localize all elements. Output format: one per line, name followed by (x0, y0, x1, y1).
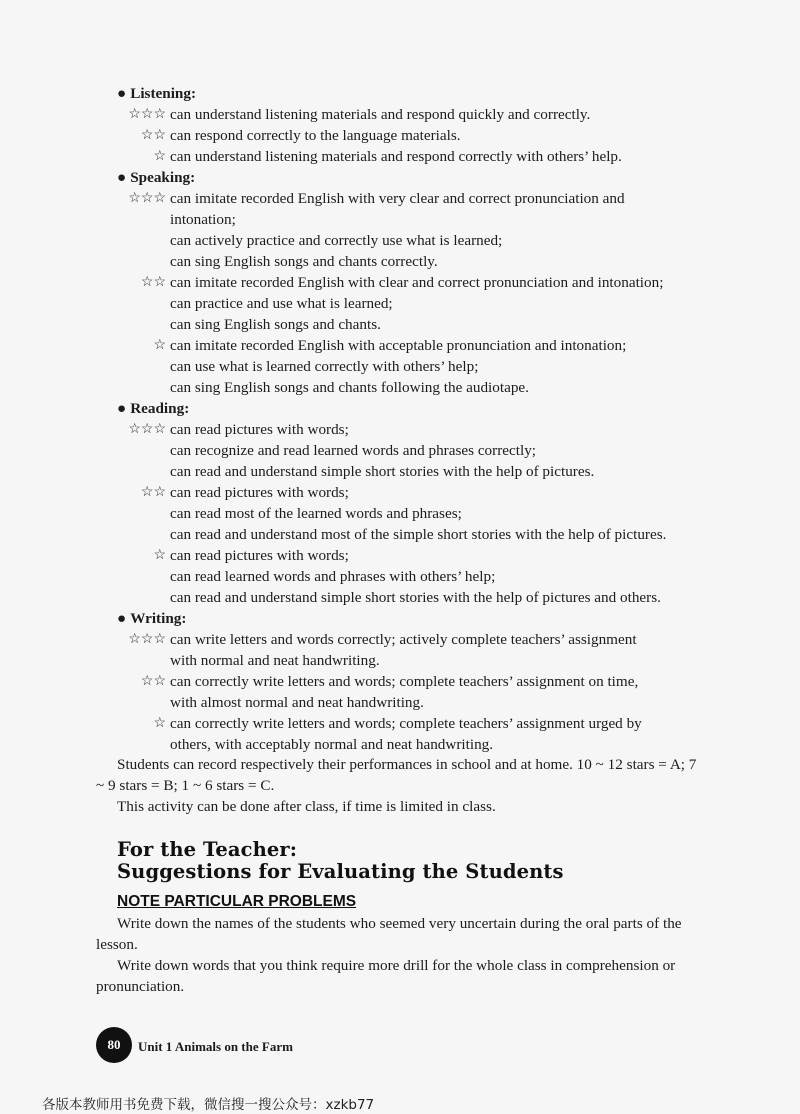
problems-paragraph-2: Write down words that you think require more drill for the whole class in comprehension or pronunciation. (96, 957, 676, 995)
star-rating-icon: ☆☆☆ (128, 107, 166, 122)
criteria-heading-text: Speaking: (130, 169, 196, 186)
unit-title: Unit 1 Animals on the Farm (138, 1039, 293, 1054)
criteria-line: others, with acceptably normal and neat handwriting. (170, 736, 494, 753)
criteria-heading-text: Listening: (130, 85, 197, 102)
criteria-line: with normal and neat handwriting. (170, 652, 380, 669)
criteria-line: intonation; (170, 211, 236, 228)
criteria-line: with almost normal and neat handwriting. (170, 694, 424, 711)
bullet-icon: ● (117, 169, 127, 186)
star-rating-icon: ☆ (153, 548, 166, 563)
star-rating-icon: ☆ (153, 149, 166, 164)
page-number: 80 (107, 1037, 121, 1052)
criteria-line: can read pictures with words; (170, 421, 349, 438)
criteria-line: can write letters and words correctly; actively complete teachers’ assignment (170, 631, 637, 648)
star-rating-icon: ☆☆ (140, 485, 166, 500)
download-note: 各版本教师用书免费下载，微信搜一搜公众号：xzkb77 (42, 1097, 375, 1113)
criteria-heading (117, 608, 186, 629)
star-rating-icon: ☆☆☆ (128, 422, 166, 437)
criteria-line: can read and understand most of the simple short stories with the help of pictures. (170, 526, 667, 543)
record-paragraph: Students can record respectively their performances in school and at home. 10 ~ 12 stars = A; 7 ~ 9 stars = B; 1 ~ 6 stars = C. (96, 756, 697, 794)
criteria-line: can correctly write letters and words; complete teachers’ assignment urged by (170, 715, 642, 732)
criteria-line: can read and understand simple short stories with the help of pictures. (170, 463, 595, 480)
star-rating-icon: ☆☆ (140, 674, 166, 689)
criteria-line: can read and understand simple short stories with the help of pictures and others. (170, 589, 661, 606)
teacher-title: For the Teacher: (117, 838, 298, 861)
criteria-line: can recognize and read learned words and phrases correctly; (170, 442, 537, 459)
star-rating-icon: ☆☆ (140, 128, 166, 143)
teacher-subtitle: Suggestions for Evaluating the Students (117, 860, 564, 883)
criteria-line: can understand listening materials and respond correctly with others’ help. (170, 148, 622, 165)
criteria-line: can understand listening materials and respond quickly and correctly. (170, 106, 591, 123)
criteria-line: can read most of the learned words and phrases; (170, 505, 462, 522)
star-rating-icon: ☆ (153, 716, 166, 731)
criteria-line: can sing English songs and chants correctly. (170, 253, 438, 270)
star-rating-icon: ☆☆ (140, 275, 166, 290)
star-rating-icon: ☆ (153, 338, 166, 353)
criteria-line: can correctly write letters and words; complete teachers’ assignment on time, (170, 673, 639, 690)
bullet-icon: ● (117, 85, 127, 102)
criteria-line: can actively practice and correctly use what is learned; (170, 232, 503, 249)
page-number-badge (96, 1027, 132, 1063)
criteria-heading (117, 83, 196, 104)
criteria-heading (117, 167, 195, 188)
criteria-line: can sing English songs and chants following the audiotape. (170, 379, 529, 396)
criteria-line: can read learned words and phrases with others’ help; (170, 568, 496, 585)
criteria-line: can read pictures with words; (170, 484, 349, 501)
criteria-heading-text: Writing: (130, 610, 187, 627)
criteria-line: can imitate recorded English with acceptable pronunciation and intonation; (170, 337, 627, 354)
star-rating-icon: ☆☆☆ (128, 632, 166, 647)
criteria-line: can imitate recorded English with very clear and correct pronunciation and (170, 190, 625, 207)
criteria-line: can sing English songs and chants. (170, 316, 381, 333)
bullet-icon: ● (117, 400, 127, 417)
activity-paragraph: This activity can be done after class, if time is limited in class. (117, 798, 496, 815)
criteria-heading-text: Reading: (130, 400, 190, 417)
problems-paragraph-1: Write down the names of the students who seemed very uncertain during the oral parts of the lesson. (96, 915, 682, 953)
criteria-heading (117, 398, 189, 419)
star-rating-icon: ☆☆☆ (128, 191, 166, 206)
criteria-line: can imitate recorded English with clear and correct pronunciation and intonation; (170, 274, 664, 291)
criteria-line: can respond correctly to the language materials. (170, 127, 461, 144)
problems-heading: NOTE PARTICULAR PROBLEMS (117, 893, 357, 910)
criteria-line: can practice and use what is learned; (170, 295, 393, 312)
bullet-icon: ● (117, 610, 127, 627)
criteria-line: can read pictures with words; (170, 547, 349, 564)
criteria-line: can use what is learned correctly with others’ help; (170, 358, 479, 375)
